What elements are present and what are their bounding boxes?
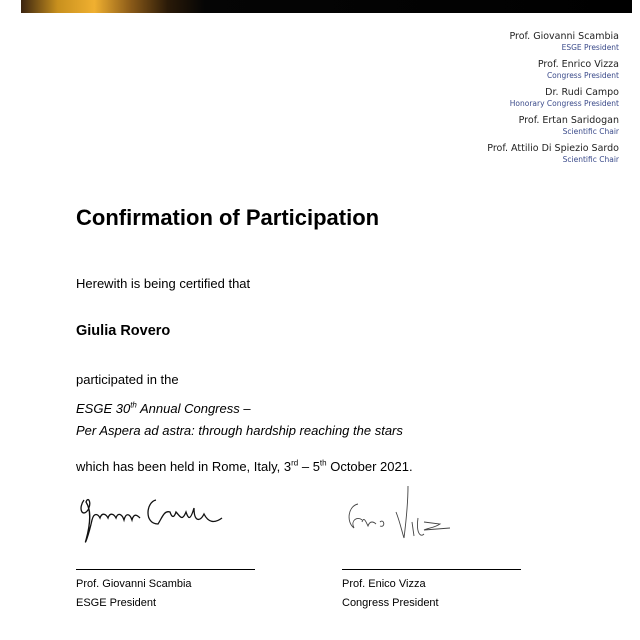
intro-text: Herewith is being certified that [76,276,251,291]
signatory-name: Prof. Enico Vizza [342,578,426,590]
signature-line [342,569,521,570]
signature-scambia [76,488,236,552]
event-details: which has been held in Rome, Italy, 3rd – 5th October 2021. [76,458,413,474]
signatory-name: Prof. Giovanni Scambia [76,578,192,590]
organizer: Prof. Attilio Di Spiezio Sardo Scientific Chair [487,143,619,164]
organizer: Dr. Rudi Campo Honorary Congress President [509,87,619,108]
organizer: Prof. Giovanni Scambia ESGE President [509,31,619,52]
organizers-list [487,31,619,171]
header-banner-image [21,0,632,13]
participant-name: Giulia Rovero [76,323,171,339]
signatory-role: Congress President [342,597,439,609]
event-subtitle: Per Aspera ad astra: through hardship reaching the stars [76,423,403,438]
event-name: ESGE 30th Annual Congress – [76,400,251,416]
signature-line [76,569,255,570]
organizer: Prof. Ertan Saridogan Scientific Chair [518,115,619,136]
participated-text: participated in the [76,372,179,387]
signature-vizza [344,482,454,544]
organizer: Prof. Enrico Vizza Congress President [537,59,619,80]
document-title: Confirmation of Participation [76,205,380,230]
signatory-role: ESGE President [76,597,157,609]
